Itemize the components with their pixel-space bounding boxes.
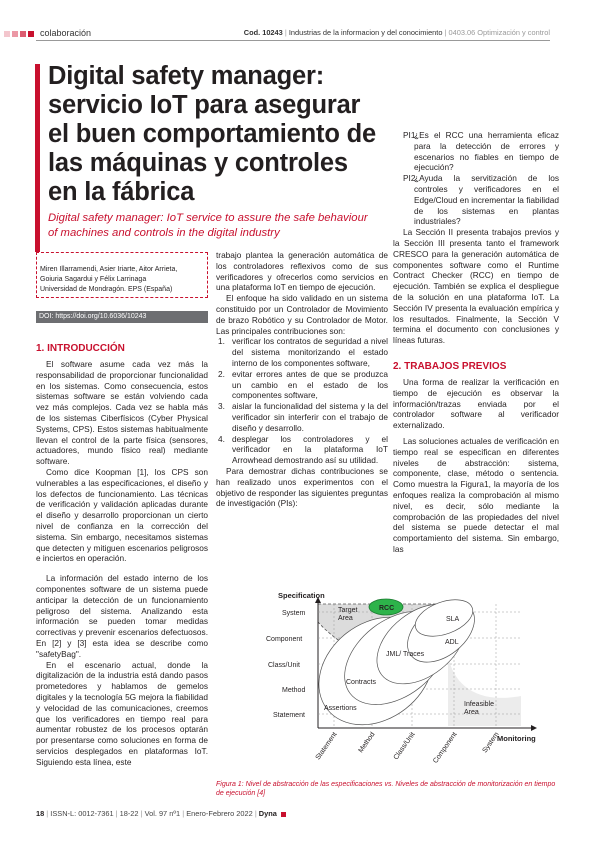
issn: ISSN-L: 0012-7361 <box>50 809 114 818</box>
header-square <box>4 31 10 37</box>
y-level-label: Class/Unit <box>268 662 300 669</box>
rcc-label: RCC <box>379 605 395 612</box>
assertions-label: Assertions <box>324 705 357 712</box>
paragraph: La información del estado interno de los componentes software de un sistema puede anticipar la detección de un funcionamiento peligroso del sistema. Analizando esta información se pueden tomar medidas correctivas y prevenir escenarios defectuosos. En [2] y [3] esta idea se describe como "safetyBag". <box>36 573 208 659</box>
list-item: 1. verificar los contratos de seguridad a nivel del sistema monitorizando el estado interno de los componentes software, <box>218 336 388 368</box>
y-axis-title: Specification <box>278 591 325 600</box>
x-level-label: Component <box>432 731 459 765</box>
paragraph: El software asume cada vez más la responsabilidad de proporcionar funcionalidad en los sistemas. Como consecuencia, estos sistemas software se están volviendo cada vez más complejos. Cada vez se habla más de los sistemas Ciberfísicos (Cyber Physical Systems, CPS). Estos sistemas habitualmente llevan el control de la parte física (sensores, actuadores, mundo físico real) mediante software. <box>36 359 208 467</box>
figure-1 <box>216 586 559 782</box>
article-code: Cod. 10243 <box>243 28 283 37</box>
contracts-label: Contracts <box>346 679 376 686</box>
author-line: Miren Illarramendi, Asier Iriarte, Aitor Arrieta, <box>40 266 178 273</box>
y-level-label: Component <box>266 636 303 643</box>
paragraph: Como dice Koopman [1], los CPS son vulnerables a las especificaciones, el diseño y los defectos de funcionamiento. Las técnicas de verificación y validación aplicadas durante el diseño y desarrollo proporcionan un cierto nivel de confianza en la corrección del sistema. Sin embargo, necesitamos sistemas que detecten y mitiguen escenarios peligrosos e inciertos en operación. <box>36 466 208 564</box>
y-level-label: System <box>282 610 306 617</box>
header-square <box>12 31 18 37</box>
footer-square <box>281 812 286 817</box>
article-category: Industrias de la informacion y del conocimiento <box>288 28 443 37</box>
page-header <box>0 0 600 42</box>
paragraph: Una forma de realizar la verificación en tiempo de ejecución es observar la información/trazas enviada por el controlador software al verificador externalizado. <box>393 376 559 431</box>
target-area-label: Target Area <box>338 607 358 622</box>
paragraph: La Sección II presenta trabajos previos y la Sección III presenta tanto el framework CRESCO para la generación automática de componentes software como el Runtime Contract Checker (RCC) en tiempo de ejecución. También se explica el despliegue de la solución en una plataforma IoT. La Sección IV presenta la evaluación empírica y los resultados. Finalmente, la Sección V termina el documento con conclusiones y líneas futuras. <box>393 227 559 346</box>
article-subtitle: Digital safety manager: IoT service to assure the safe behaviour of machines and controls in the digital industry <box>48 212 368 239</box>
jml-label: JML/ Traces <box>386 651 425 658</box>
list-item: 2. evitar errores antes de que se produzca un cambio en el estado de los componentes software, <box>218 368 388 401</box>
adl-label: ADL <box>445 639 459 646</box>
paragraph: El enfoque ha sido validado en un sistema constituido por un Controlador de Movimiento de brazo Robótico y su Controlador de Motor. Las principales contribuciones son: <box>216 293 388 336</box>
paragraph: En el escenario actual, donde la digitalización de la industria está dando pasos prometedores y hablamos de gemelos digitales y la tecnología 5G mejora la fiabilidad y velocidad de las comunicaciones, creemos que los verificadores en tiempo real para aumentar robustez de los procesos optarán por presentarse como soluciones en forma de servicios desplegados en plataformas IoT. Siguiendo esta línea, este <box>36 659 208 767</box>
research-question: PI1: ¿Es el RCC una herramienta eficaz para la detección de errores y escenarios no fiables en tiempo de ejecución? <box>403 130 559 173</box>
header-square <box>20 31 26 37</box>
x-level-label: Method <box>357 731 377 755</box>
page-footer: 18 | ISSN-L: 0012-7361 | 18-22 | Vol. 97 nº1 | Enero-Febrero 2022 | Dyna <box>36 808 560 820</box>
y-level-label: Statement <box>273 712 305 719</box>
author-affiliation: Universidad de Mondragón. EPS (España) <box>40 286 173 293</box>
author-line: Goiuria Sagardui y Félix Larrinaga <box>40 276 147 283</box>
x-level-label: Statement <box>314 731 339 762</box>
author-box <box>36 252 208 298</box>
list-item: 3. aislar la funcionalidad del sistema y la del verificador sin interferir con el trabajo de diseño y desarrollo. <box>218 401 388 433</box>
article-subcategory: 0403.06 Optimización y control <box>448 28 550 37</box>
column-1 <box>36 343 208 767</box>
article-title: Digital safety manager: servicio IoT para asegurar el buen comportamiento de las máquinas y controles en la fábrica <box>48 62 376 206</box>
section-heading: 2. TRABAJOS PREVIOS <box>393 360 507 372</box>
section-heading: 1. INTRODUCCIÓN <box>36 343 125 354</box>
x-level-label: Class/Unit <box>392 731 417 762</box>
header-meta: Cod. 10243 | Industrias de la informacion y del conocimiento | 0403.06 Optimización y control <box>243 28 550 37</box>
paragraph: trabajo plantea la generación automática de los controladores reflexivos como de sus verificadores y ofrecerlos como servicios en una plataforma IoT en tiempo de ejecución. <box>216 250 388 293</box>
journal-name: Dyna <box>258 809 277 818</box>
y-level-label: Method <box>282 687 306 694</box>
column-3 <box>393 130 559 555</box>
doi-link[interactable]: DOI: https://doi.org/10.6036/10243 <box>36 311 208 323</box>
column-2 <box>216 250 388 509</box>
infeasible-area <box>448 656 521 726</box>
paragraph: Las soluciones actuales de verificación en tiempo real se especifican en diferentes niveles de abstracción: sistema, componente, clase, método o sentencia. Como muestra la Figura1, la mayoría de los enfoques realiza la comprobación al mismo nivel, es decir, sólo mediante la comprobación de las propiedades del nivel del sistema se puede detectar el mal comportamiento del sistema. Sin embargo, las <box>393 435 559 554</box>
x-axis-title: Monitoring <box>497 734 536 743</box>
page-number: 18 <box>36 809 45 818</box>
section-label: colaboración <box>40 28 92 38</box>
header-rule <box>36 40 550 41</box>
x-level-label: System <box>481 731 501 755</box>
header-square <box>28 31 34 37</box>
contributions-list <box>216 336 388 466</box>
infeasible-area-label: Infeasible Area <box>464 701 494 716</box>
title-accent-bar <box>35 64 40 252</box>
figure-caption: Figura 1: Nivel de abstracción de las especificaciones vs. Niveles de abstracción de monitorización en tiempo de ejecución [4] <box>216 781 556 797</box>
volume: Vol. 97 nº1 <box>144 809 181 818</box>
sla-label: SLA <box>446 616 460 623</box>
list-item: 4. desplegar los controladores y el verificador en la plataforma IoT Arrowhead demostrando así su utilidad. <box>218 433 388 466</box>
page-range: 18-22 <box>119 809 139 818</box>
research-question: PI2: ¿Ayuda la servitización de los controles y verificadores en el Edge/Cloud en incrementar la fiabilidad de los sistemas en plantas industriales? <box>403 173 559 227</box>
paragraph: Para demostrar dichas contribuciones se han realizado unos experimentos con el objetivo de responder las siguientes preguntas de investigación (PIs): <box>216 465 388 509</box>
issue-date: Enero-Febrero 2022 <box>186 809 253 818</box>
